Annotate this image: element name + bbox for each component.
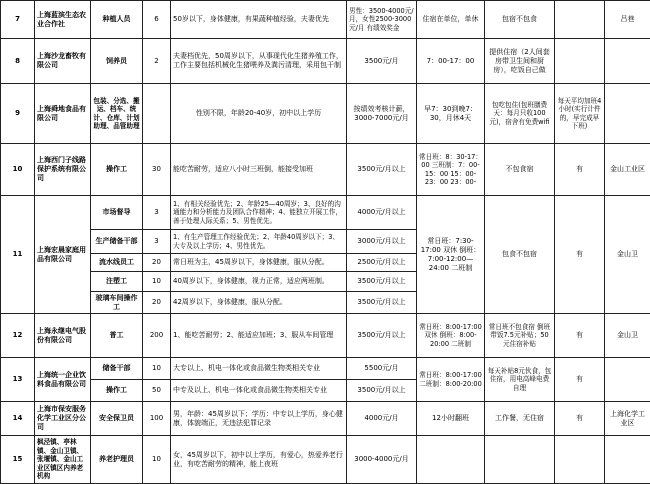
row-number: 14 (1, 402, 35, 436)
requirement: 女，45周岁以下，初中以上学历，有爱心，热爱养老行业，有吃苦耐劳的精神，能上夜班 (171, 436, 347, 484)
salary: 3000元/月以上 (347, 230, 417, 254)
requirement: 1、能吃苦耐劳；2、能适应加班；3、服从车间管理 (171, 314, 347, 358)
headcount: 200 (143, 314, 171, 358)
position: 注塑工 (91, 272, 143, 292)
position: 普工 (91, 314, 143, 358)
location: 金山卫 (605, 196, 650, 314)
benefits: 工作餐，无住宿 (485, 402, 555, 436)
headcount: 20 (143, 292, 171, 314)
work-hours (417, 436, 485, 484)
position: 操作工 (91, 380, 143, 402)
salary: 3500元/月以上 (347, 272, 417, 292)
salary: 4000元/月 (347, 402, 417, 436)
company-name: 上海西门子线路保护系统有限公司 (35, 144, 91, 196)
requirement: 40周岁以下，身体健康，视力正常，适应两班制。 (171, 272, 347, 292)
location (605, 436, 650, 484)
position: 生产储备干部 (91, 230, 143, 254)
benefits: 每天补贴8元伙食，包住宿，用电高峰电费自理 (485, 358, 555, 402)
insurance: 有 (555, 402, 605, 436)
table-row (1, 436, 650, 484)
headcount: 6 (143, 1, 171, 39)
work-hours: 住宿在单位，单休 (417, 1, 485, 39)
row-number: 10 (1, 144, 35, 196)
salary: 5500元/月 (347, 358, 417, 380)
position: 玻璃车间操作工 (91, 292, 143, 314)
insurance: 有 (555, 314, 605, 358)
row-number: 9 (1, 84, 35, 144)
position: 储备干部 (91, 358, 143, 380)
company-name: 上海市保安服务化学工业区分公司 (35, 402, 91, 436)
work-hours: 12小时翻班 (417, 402, 485, 436)
requirement: 1、有生产管理工作经验优先；2、年龄40周岁以下；3、大专及以上学历；4、男性优先。 (171, 230, 347, 254)
location: 金山工业区 (605, 144, 650, 196)
location: 吕巷 (605, 1, 650, 39)
position: 种植人员 (91, 1, 143, 39)
table-row (1, 358, 650, 380)
table-row (1, 39, 650, 84)
position: 操作工 (91, 144, 143, 196)
location: 金山卫 (605, 314, 650, 358)
benefits: 包宿不包食 (485, 1, 555, 39)
row-number: 13 (1, 358, 35, 402)
salary: 3500元/月以上 (347, 144, 417, 196)
row-number: 7 (1, 1, 35, 39)
requirement: 50岁以下，身体健康，有果蔬种植经验，夫妻优先 (171, 1, 347, 39)
company-name: 上海宏晨家庭用品有限公司 (35, 196, 91, 314)
salary: 3000-4000元/月 (347, 436, 417, 484)
company-name: 枫泾镇、亭林镇、金山卫镇、张堰镇、金山工业区镇区内养老机构 (35, 436, 91, 484)
company-name: 上海沙龙畜牧有限公司 (35, 39, 91, 84)
table-row (1, 314, 650, 358)
headcount: 10 (143, 358, 171, 380)
row-number: 8 (1, 39, 35, 84)
table-row (1, 1, 650, 39)
requirement: 大专以上、机电一体化或食品微生物类相关专业 (171, 358, 347, 380)
position: 饲养员 (91, 39, 143, 84)
benefits (485, 436, 555, 484)
position: 包装、分选、搬运、档车、统计、仓库、计划助理、品管助理 (91, 84, 143, 144)
table-row (1, 144, 650, 196)
table-row (1, 196, 650, 230)
insurance: 每天平均加班4小时(实行计件的，早完成早下班) (555, 84, 605, 144)
work-hours: 常日班：8:00-17:00 双休 倒班：8:00-20:00 二班制 (417, 314, 485, 358)
headcount: 50 (143, 380, 171, 402)
headcount: 2 (143, 39, 171, 84)
position: 市场督导 (91, 196, 143, 230)
salary: 4000元/月以上 (347, 196, 417, 230)
company-name: 上海永继电气股份有限公司 (35, 314, 91, 358)
benefits: 常日班不包食宿 倒班带饭7.5元补贴；50元住宿补贴 (485, 314, 555, 358)
requirement: 1、有相关经验优先；2、年龄25—40周岁；3、良好的沟通能力和分析能力及团队合作精神；4、能独立开展工作，善于处理人际关系；5、男性优先。 (171, 196, 347, 230)
location (605, 39, 650, 84)
benefits: 不包食宿 (485, 144, 555, 196)
work-hours: 常日班：7:30-17:00 双休 倒班：7:00-12:00—24:00 二班制 (417, 196, 485, 314)
headcount: 20 (143, 254, 171, 272)
headcount: 30 (143, 144, 171, 196)
headcount: 10 (143, 436, 171, 484)
row-number: 11 (1, 196, 35, 314)
salary: 2500元/月以上 (347, 254, 417, 272)
insurance: 有 (555, 196, 605, 314)
row-number: 12 (1, 314, 35, 358)
salary: 3500元/月以上 (347, 380, 417, 402)
location: 上海化学工业区 (605, 402, 650, 436)
insurance: 有 (555, 144, 605, 196)
requirement: 性别不限，年龄20-40岁，初中以上学历 (171, 84, 347, 144)
requirement: 男，年龄：45周岁以下；学历：中专以上学历，身心健康，体貌端正，无违法犯罪记录 (171, 402, 347, 436)
headcount: 3 (143, 230, 171, 254)
insurance (555, 436, 605, 484)
location (605, 84, 650, 144)
salary: 3500元/月以上 (347, 292, 417, 314)
location (605, 358, 650, 402)
requirement: 常日班为主，45周岁以下，身体健康，服从分配。 (171, 254, 347, 272)
salary: 3500元/月以上 (347, 314, 417, 358)
company-name: 上海蓝滨生态农业合作社 (35, 1, 91, 39)
benefits: 提供住宿（2人间套房带卫生间和厨房），吃饭自己做 (485, 39, 555, 84)
salary: 按绩效考核计薪，3000-7000元/月 (347, 84, 417, 144)
work-hours: 早7：30到晚7：30，月休4天 (417, 84, 485, 144)
position: 流水线员工 (91, 254, 143, 272)
requirement: 42周岁以下，身体健康，服从分配。 (171, 292, 347, 314)
work-hours: 常日班：8:00-17:00 二班制：8:00-20:00 (417, 358, 485, 402)
headcount: 10 (143, 272, 171, 292)
position: 安全保卫员 (91, 402, 143, 436)
position: 养老护理员 (91, 436, 143, 484)
benefits: 包吃包住(包班膳费天：每月只收100元)，宿舍有免费wifi (485, 84, 555, 144)
work-hours: 7：00-17：00 (417, 39, 485, 84)
insurance: 有 (555, 358, 605, 402)
headcount: 3 (143, 196, 171, 230)
salary: 3500元/月 (347, 39, 417, 84)
company-name: 上海舜地食品有限公司 (35, 84, 91, 144)
requirement: 夫妻档优先，50周岁以下，从事现代化生猪养殖工作，工作主要包括机械化生猪喂养及粪污清理，采用包干制 (171, 39, 347, 84)
salary: 男性：3500-4000元/月，女性2500-3000元/月 有绩效奖金 (347, 1, 417, 39)
company-name: 上海统一企业饮料食品有限公司 (35, 358, 91, 402)
headcount: 100 (143, 402, 171, 436)
insurance (555, 39, 605, 84)
table-row (1, 402, 650, 436)
table-row (1, 84, 650, 144)
work-hours: 常日班：8：30-17：00 三班制：7：00-15：00 15：00-23：00 23：00- (417, 144, 485, 196)
requirement: 能吃苦耐劳，适应八小时三班倒，能接受加班 (171, 144, 347, 196)
requirement: 中专及以上、机电一体化或食品微生物类相关专业 (171, 380, 347, 402)
headcount (143, 84, 171, 144)
insurance (555, 1, 605, 39)
benefits: 包食不包宿 (485, 196, 555, 314)
row-number: 15 (1, 436, 35, 484)
